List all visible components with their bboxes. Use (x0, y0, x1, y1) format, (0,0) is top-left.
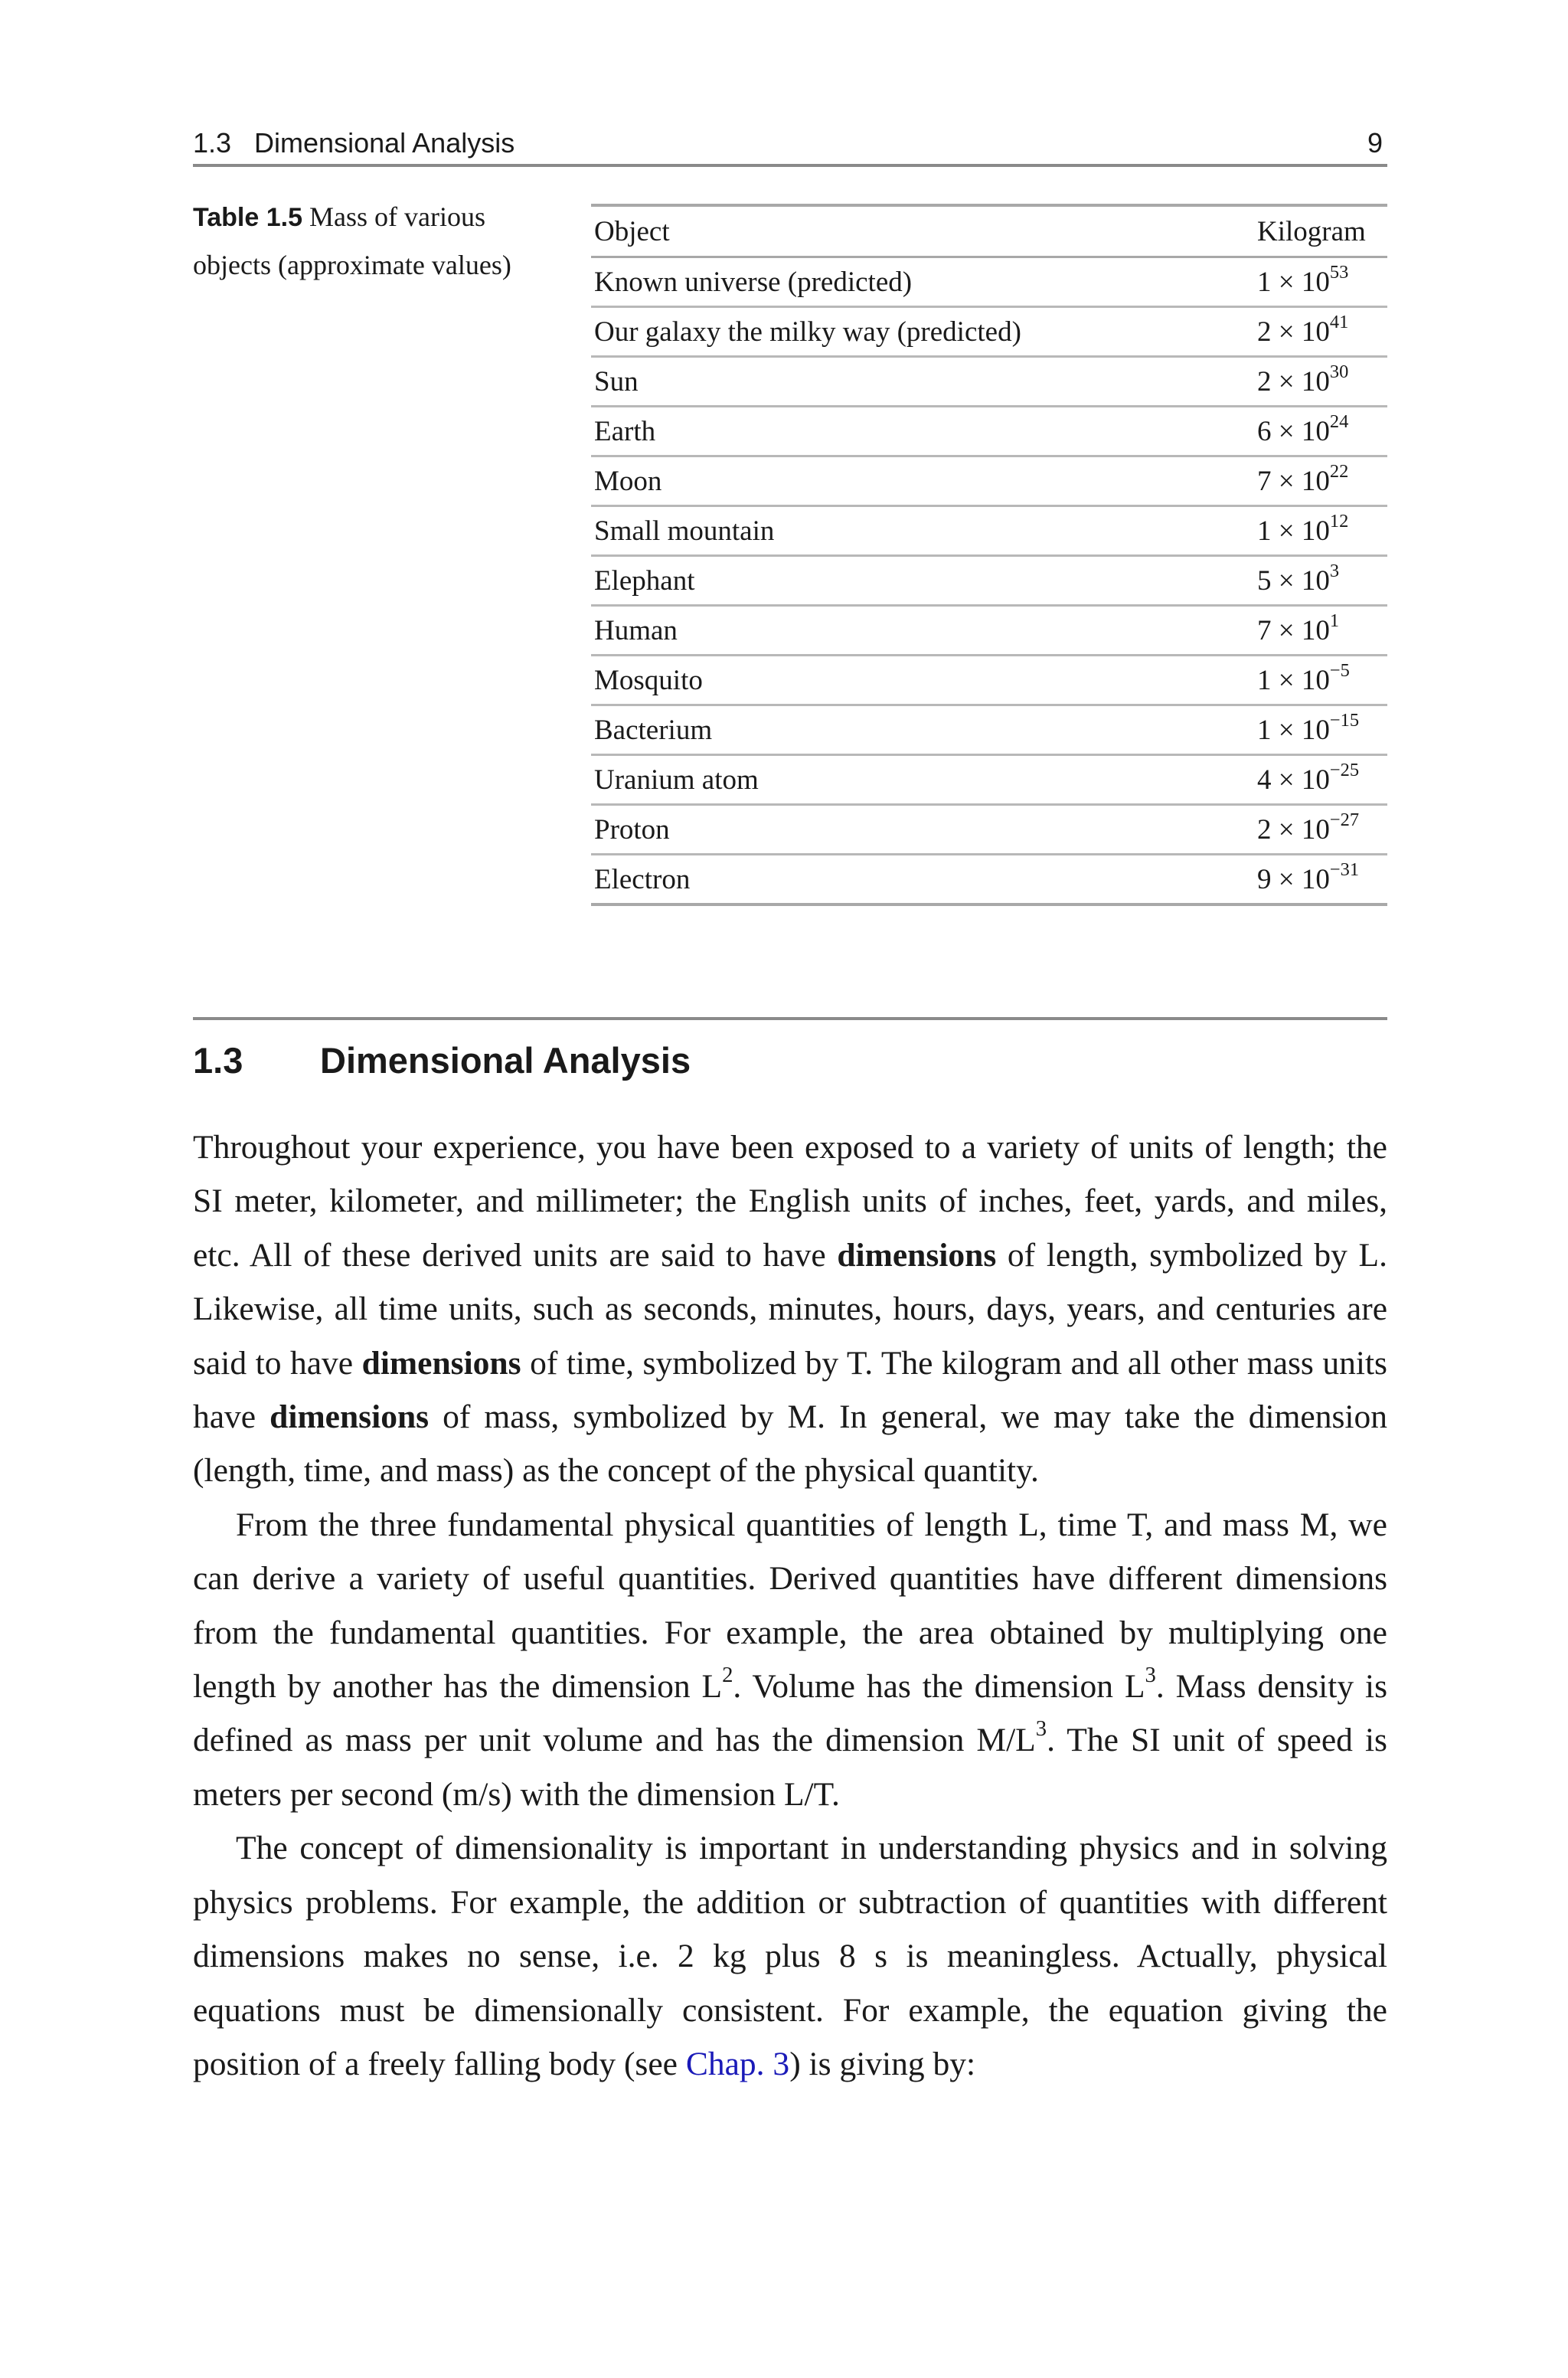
body-text (193, 1120, 1387, 2091)
section-title: Dimensional Analysis (320, 1040, 691, 1081)
p1-bold-3: dimensions (270, 1398, 430, 1436)
mass-table (591, 204, 1387, 906)
mass-mantissa: 5 × 10 (1257, 564, 1330, 597)
p2-text-3: . Mass density is defined as mass per unit volume and has the dimension M/L (193, 1668, 1388, 1759)
p2-text-4: . The SI unit of speed is meters per second (m/s) with the dimension L/T. (193, 1722, 1387, 1813)
paragraph-1 (193, 1120, 1387, 1498)
mass-exponent: 53 (1329, 261, 1349, 283)
mass-mantissa: 2 × 10 (1257, 365, 1330, 397)
mass-exponent: 3 (1329, 560, 1340, 581)
mass-mantissa: 9 × 10 (1257, 863, 1330, 895)
object-cell: Known universe (predicted) (591, 257, 1254, 307)
p1-text-2: of length, symbolized by L. Likewise, all time units, such as seconds, minutes, hours, days, years, and centuries are said to have (193, 1236, 1387, 1382)
object-cell: Earth (591, 407, 1254, 456)
section-heading (193, 1034, 1387, 1088)
table-row (591, 855, 1387, 905)
table-row (591, 407, 1387, 456)
mass-exponent: −5 (1329, 659, 1350, 681)
object-cell: Bacterium (591, 705, 1254, 755)
mass-mantissa: 1 × 10 (1257, 266, 1330, 298)
p2-text-2: . Volume has the dimension L (733, 1668, 1145, 1706)
column-header-kilogram: Kilogram (1254, 205, 1387, 257)
section-rule (193, 1017, 1387, 1020)
mass-exponent: 22 (1329, 460, 1349, 482)
page-number: 9 (1367, 127, 1383, 159)
mass-exponent: 24 (1329, 411, 1349, 432)
mass-exponent: −27 (1329, 809, 1360, 830)
column-header-object: Object (591, 205, 1254, 257)
mass-mantissa: 1 × 10 (1257, 664, 1330, 696)
kilogram-cell (1254, 755, 1387, 805)
kilogram-cell (1254, 805, 1387, 855)
p1-text-1: Throughout your experience, you have been exposed to a variety of units of length; the SI meter, kilometer, and millimeter; the English units of inches, feet, yards, and miles, etc. All of these derived units are said to have (193, 1129, 1387, 1274)
paragraph-2 (193, 1498, 1387, 1821)
mass-table-body (591, 257, 1387, 905)
kilogram-cell (1254, 606, 1387, 656)
table-row (591, 556, 1387, 606)
mass-mantissa: 1 × 10 (1257, 515, 1330, 547)
mass-exponent: 30 (1329, 361, 1349, 382)
object-cell: Human (591, 606, 1254, 656)
kilogram-cell (1254, 506, 1387, 556)
mass-exponent: −31 (1329, 859, 1360, 880)
kilogram-cell (1254, 705, 1387, 755)
object-cell: Our galaxy the milky way (predicted) (591, 307, 1254, 357)
mass-mantissa: 1 × 10 (1257, 714, 1330, 746)
paragraph-3 (193, 1821, 1387, 2091)
object-cell: Uranium atom (591, 755, 1254, 805)
object-cell: Moon (591, 456, 1254, 506)
table-row (591, 357, 1387, 407)
p1-text-3: of time, symbolized by T. The kilogram and all other mass units have (193, 1344, 1387, 1436)
table-row (591, 307, 1387, 357)
table-row (591, 506, 1387, 556)
mass-mantissa: 6 × 10 (1257, 415, 1330, 447)
kilogram-cell (1254, 307, 1387, 357)
p2-sup-1: 2 (722, 1662, 733, 1687)
mass-mantissa: 2 × 10 (1257, 813, 1330, 846)
object-cell: Sun (591, 357, 1254, 407)
kilogram-cell (1254, 407, 1387, 456)
table-row (591, 606, 1387, 656)
kilogram-cell (1254, 556, 1387, 606)
mass-exponent: 1 (1329, 610, 1340, 631)
p3-text-2: ) is giving by: (789, 2045, 976, 2082)
object-cell: Elephant (591, 556, 1254, 606)
mass-mantissa: 7 × 10 (1257, 465, 1330, 497)
p3-text-1: The concept of dimensionality is important in understanding physics and in solving physics problems. For example, the addition or subtraction of quantities with different dimensions makes no sense, i.e. 2 kg plus 8 s is meaningless. Actually, physical equations must be dimensionally consistent. For example, the equation giving the position of a freely falling body (see (193, 1830, 1387, 2082)
mass-mantissa: 7 × 10 (1257, 614, 1330, 646)
kilogram-cell (1254, 456, 1387, 506)
object-cell: Small mountain (591, 506, 1254, 556)
mass-exponent: 41 (1329, 311, 1349, 332)
kilogram-cell (1254, 257, 1387, 307)
mass-exponent: 12 (1329, 510, 1349, 532)
p2-text-1: From the three fundamental physical quantities of length L, time T, and mass M, we can derive a variety of useful quantities. Derived quantities have different dimensions from the fundamental quantities. For example, the area obtained by multiplying one length by another has the dimension L (193, 1506, 1387, 1706)
mass-mantissa: 2 × 10 (1257, 316, 1330, 348)
mass-exponent: −15 (1329, 709, 1360, 731)
p1-bold-1: dimensions (837, 1236, 997, 1274)
table-row (591, 656, 1387, 705)
p1-bold-2: dimensions (361, 1344, 521, 1382)
table-header-row (591, 205, 1387, 257)
table-row (591, 705, 1387, 755)
object-cell: Electron (591, 855, 1254, 905)
p1-text-4: of mass, symbolized by M. In general, we may take the dimension (length, time, and mass) as the concept of the physical quantity. (193, 1398, 1387, 1490)
table-caption-text: Mass of various objects (approximate values) (193, 201, 511, 280)
p2-sup-2: 3 (1145, 1662, 1156, 1687)
mass-mantissa: 4 × 10 (1257, 764, 1330, 796)
table-caption (193, 193, 553, 289)
object-cell: Mosquito (591, 656, 1254, 705)
section-number: 1.3 (193, 1040, 243, 1081)
table-row (591, 257, 1387, 307)
kilogram-cell (1254, 855, 1387, 905)
table-row (591, 456, 1387, 506)
running-header (193, 123, 1387, 167)
object-cell: Proton (591, 805, 1254, 855)
table-row (591, 755, 1387, 805)
mass-exponent: −25 (1329, 759, 1360, 780)
chapter-3-link[interactable]: Chap. 3 (685, 2045, 790, 2082)
kilogram-cell (1254, 656, 1387, 705)
table-caption-label: Table 1.5 (193, 203, 302, 232)
running-head-section: 1.3 Dimensional Analysis (193, 127, 515, 159)
p2-sup-3: 3 (1035, 1716, 1047, 1742)
table-row (591, 805, 1387, 855)
kilogram-cell (1254, 357, 1387, 407)
